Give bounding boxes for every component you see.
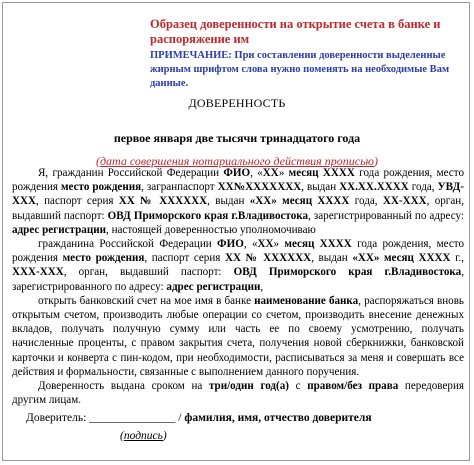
document-body <box>12 166 464 407</box>
signature-name: фамилия, имя, отчество доверителя <box>184 412 372 424</box>
principal-paragraph: Я, гражданин Российской Федерации ФИО, «ХХ» месяц ХХХХ года рождения, место рождения место рождения, загранпаспорт ХХ№ХХХХХХХ, выдан ХХ.ХХ.ХХХХ года, УВД-ХХХ, паспорт серия ХХ № ХХХХХХ, выдан «ХХ» месяц ХХХХ года, ХХ-ХХХ, орган, выдавший паспорт: ОВД Приморского края г.Владивостока, зарегистрированный по адресу: адрес регистрации, настоящей доверенностью уполномочиваю <box>12 167 464 236</box>
date-hint-text: дата совершения нотариального действия прописью <box>99 154 375 168</box>
term-paragraph: Доверенность выдана сроком на три/один год(а) с правом/без права передоверия другим лицам. <box>12 380 464 407</box>
sample-title: Образец доверенности на открытие счета в банке и распоряжение им <box>150 17 441 46</box>
note-text: При составлении доверенности выделенные жирным шрифтом слова нужно поменять на необходимые Вам данные. <box>150 50 450 89</box>
date-hint: (дата совершения нотариального действия прописью) <box>95 154 379 168</box>
powers-paragraph: открыть банковский счет на мое имя в банке наименование банка, распоряжаться вновь открытым счетом, производить любые операции со счетом, производить внесение денежных вкладов, получать получную сумму или часть ее по своему усмотрению, получать начисленные проценты, с правом закрытия счета, получения новой сберкнижки, банковской карточки и конверта с пин-кодом, при необходимости, расписываться за меня и совершать все действия и формальности, связанные с выполнением данного поручения. <box>12 294 464 378</box>
signature-blank: _______________ <box>89 412 176 424</box>
date-line: первое января две тысячи тринадцатого года <box>113 131 361 145</box>
representative-paragraph: гражданина Российской Федерации ФИО, «ХХ» месяц ХХХХ года рождения, место рождения место рождения, паспорт серия ХХ № ХХХХХХ, выдан «ХХ» месяц ХХХХ г., ХХХ-ХХХ, орган, выдавший паспорт: ОВД Приморского края г.Владивостока, зарегистрированного по адресу: адрес регистрации, <box>12 238 464 293</box>
signature-line: Доверитель: _______________ / фамилия, имя, отчество доверителя <box>26 412 372 424</box>
signature-label: Доверитель: <box>26 412 90 424</box>
sample-note <box>150 49 460 91</box>
note-label: ПРИМЕЧАНИЕ: <box>150 50 232 61</box>
document-title: ДОВЕРЕННОСТЬ <box>188 96 286 110</box>
signature-hint: (подпись) <box>120 430 167 442</box>
